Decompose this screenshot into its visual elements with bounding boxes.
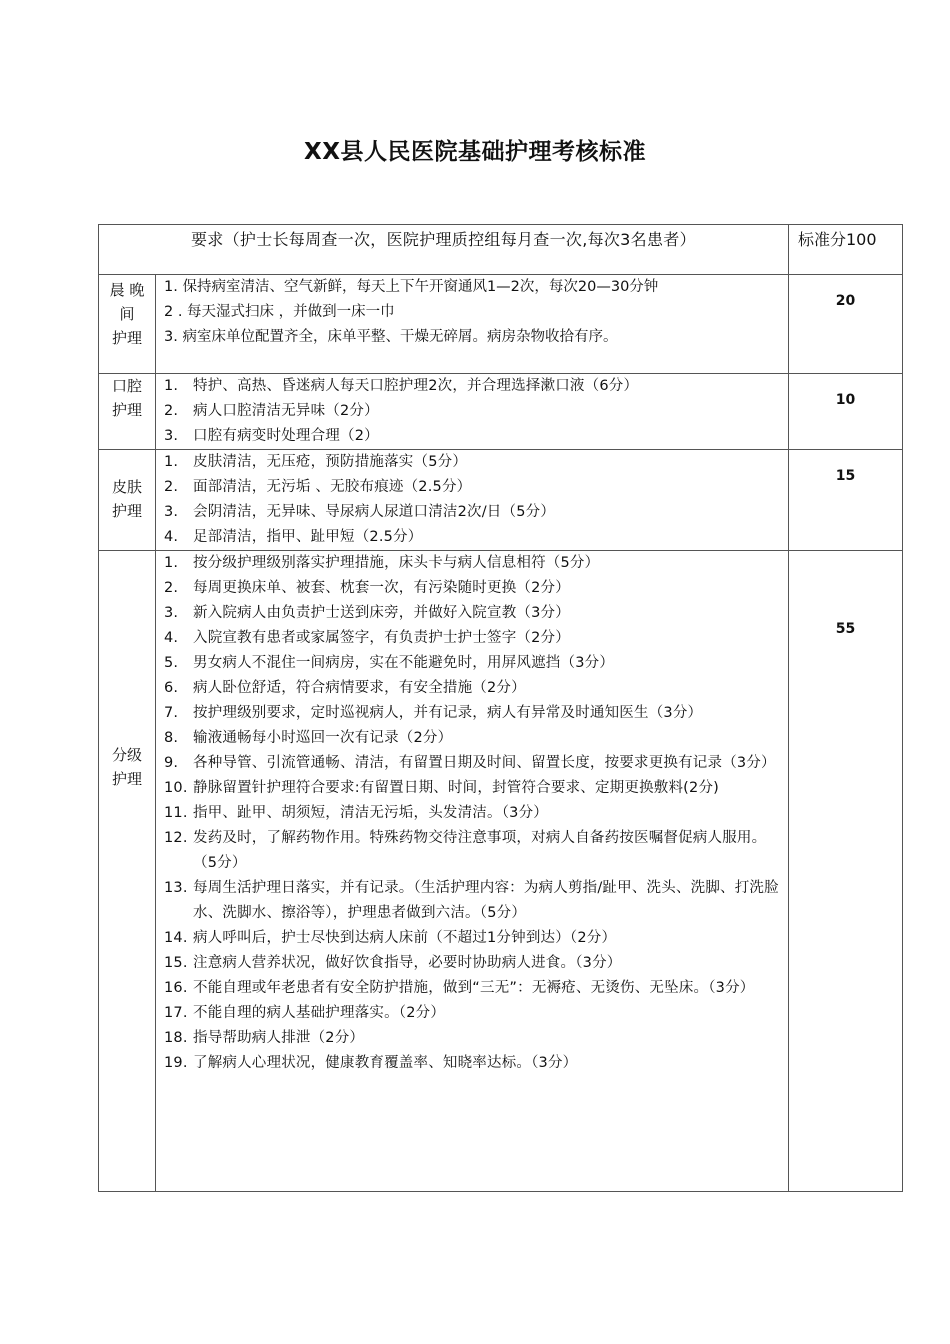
score-header-cell (789, 225, 903, 275)
list-item: 4. 入院宣教有患者或家属签字，有负责护士护士签字（2分） (164, 630, 570, 646)
list-item: 12. 发药及时，了解药物作用。特殊药物交待注意事项，对病人自备药按医嘱督促病人服用。（5分） (164, 830, 767, 871)
table-row (99, 374, 903, 450)
score-value: 20 (835, 293, 856, 309)
list-item: 1. 按分级护理级别落实护理措施，床头卡与病人信息相符（5分） (164, 555, 600, 571)
requirement-header: 要求（护士长每周查一次，医院护理质控组每月查一次,每次3名患者） (191, 230, 696, 249)
list-item: 16. 不能自理或年老患者有安全防护措施，做到“三无”：无褥疮、无烫伤、无坠床。（3分） (164, 980, 755, 996)
list-item: 3. 新入院病人由负责护士送到床旁，并做好入院宣教（3分） (164, 605, 570, 621)
score-value: 55 (835, 621, 856, 637)
list-item: 3. 病室床单位配置齐全，床单平整、干燥无碎屑。病房杂物收拾有序。 (164, 329, 618, 345)
table-row (99, 275, 903, 374)
score-header: 标准分100 (798, 230, 877, 249)
list-item: 2. 病人口腔清洁无异味（2分） (164, 403, 379, 419)
score-cell (789, 275, 903, 374)
list-item: 2. 面部清洁，无污垢 、无胶布痕迹（2.5分） (164, 479, 472, 495)
list-item: 13. 每周生活护理日落实，并有记录。（生活护理内容：为病人剪指/趾甲、洗头、洗脚、打洗脸水、洗脚水、擦浴等），护理患者做到六洁。（5分） (164, 880, 779, 921)
list-item: 15. 注意病人营养状况，做好饮食指导，必要时协助病人进食。（3分） (164, 955, 622, 971)
category-label: 护理 (111, 401, 142, 419)
list-item: 1. 保持病室清洁、空气新鲜，每天上下午开窗通风1—2次，每次20—30分钟 (164, 279, 659, 295)
score-cell (789, 374, 903, 450)
category-cell (99, 450, 156, 551)
list-item: 3. 会阴清洁，无异味、导尿病人尿道口清洁2次/日（5分） (164, 504, 556, 520)
score-cell (789, 450, 903, 551)
category-cell (99, 551, 156, 1192)
category-label: 皮肤 (111, 478, 142, 496)
list-item: 2 . 每天湿式扫床 ，并做到一床一巾 (164, 304, 395, 320)
list-item: 11. 指甲、趾甲、胡须短，清洁无污垢，头发清洁。（3分） (164, 805, 548, 821)
list-item: 7. 按护理级别要求，定时巡视病人，并有记录，病人有异常及时通知医生（3分） (164, 705, 703, 721)
category-label: 护理 (111, 329, 142, 347)
category-label: 分级 (111, 746, 142, 764)
items-cell (156, 275, 789, 374)
page-title: XX县人民医院基础护理考核标准 (304, 139, 646, 165)
category-label: 晨 晚 (109, 281, 145, 299)
list-item: 18. 指导帮助病人排泄（2分） (164, 1030, 365, 1046)
category-label: 间 (119, 305, 135, 323)
table-row (99, 551, 903, 1192)
list-item: 19. 了解病人心理状况，健康教育覆盖率、知晓率达标。（3分） (164, 1055, 578, 1071)
list-item: 1. 特护、高热、昏迷病人每天口腔护理2次，并合理选择漱口液（6分） (164, 378, 639, 394)
table-row (99, 450, 903, 551)
list-item: 14. 病人呼叫后，护士尽快到达病人床前（不超过1分钟到达）（2分） (164, 930, 617, 946)
list-item: 17. 不能自理的病人基础护理落实。（2分） (164, 1005, 446, 1021)
score-value: 10 (835, 392, 856, 408)
list-item: 1. 皮肤清洁，无压疮，预防措施落实（5分） (164, 454, 468, 470)
assessment-table (98, 224, 903, 1192)
category-cell (99, 275, 156, 374)
list-item: 6. 病人卧位舒适，符合病情要求，有安全措施（2分） (164, 680, 526, 696)
list-item: 5. 男女病人不混住一间病房，实在不能避免时，用屏风遮挡（3分） (164, 655, 615, 671)
items-cell (156, 450, 789, 551)
score-cell (789, 551, 903, 1192)
list-item: 2. 每周更换床单、被套、枕套一次，有污染随时更换（2分） (164, 580, 570, 596)
category-label: 护理 (111, 502, 142, 520)
requirement-header-cell (99, 225, 789, 275)
category-cell (99, 374, 156, 450)
list-item: 8. 输液通畅每小时巡回一次有记录（2分） (164, 730, 453, 746)
list-item: 10. 静脉留置针护理符合要求:有留置日期、时间，封管符合要求、定期更换敷料(2分) (164, 780, 720, 796)
items-cell (156, 551, 789, 1192)
list-item: 9. 各种导管、引流管通畅、清洁，有留置日期及时间、留置长度，按要求更换有记录（3分） (164, 755, 776, 771)
category-label: 护理 (111, 770, 142, 788)
items-cell (156, 374, 789, 450)
score-value: 15 (835, 468, 856, 484)
table-header-row (99, 225, 903, 275)
category-label: 口腔 (111, 377, 142, 395)
list-item: 3. 口腔有病变时处理合理（2） (164, 428, 379, 444)
list-item: 4. 足部清洁，指甲、趾甲短（2.5分） (164, 529, 423, 545)
